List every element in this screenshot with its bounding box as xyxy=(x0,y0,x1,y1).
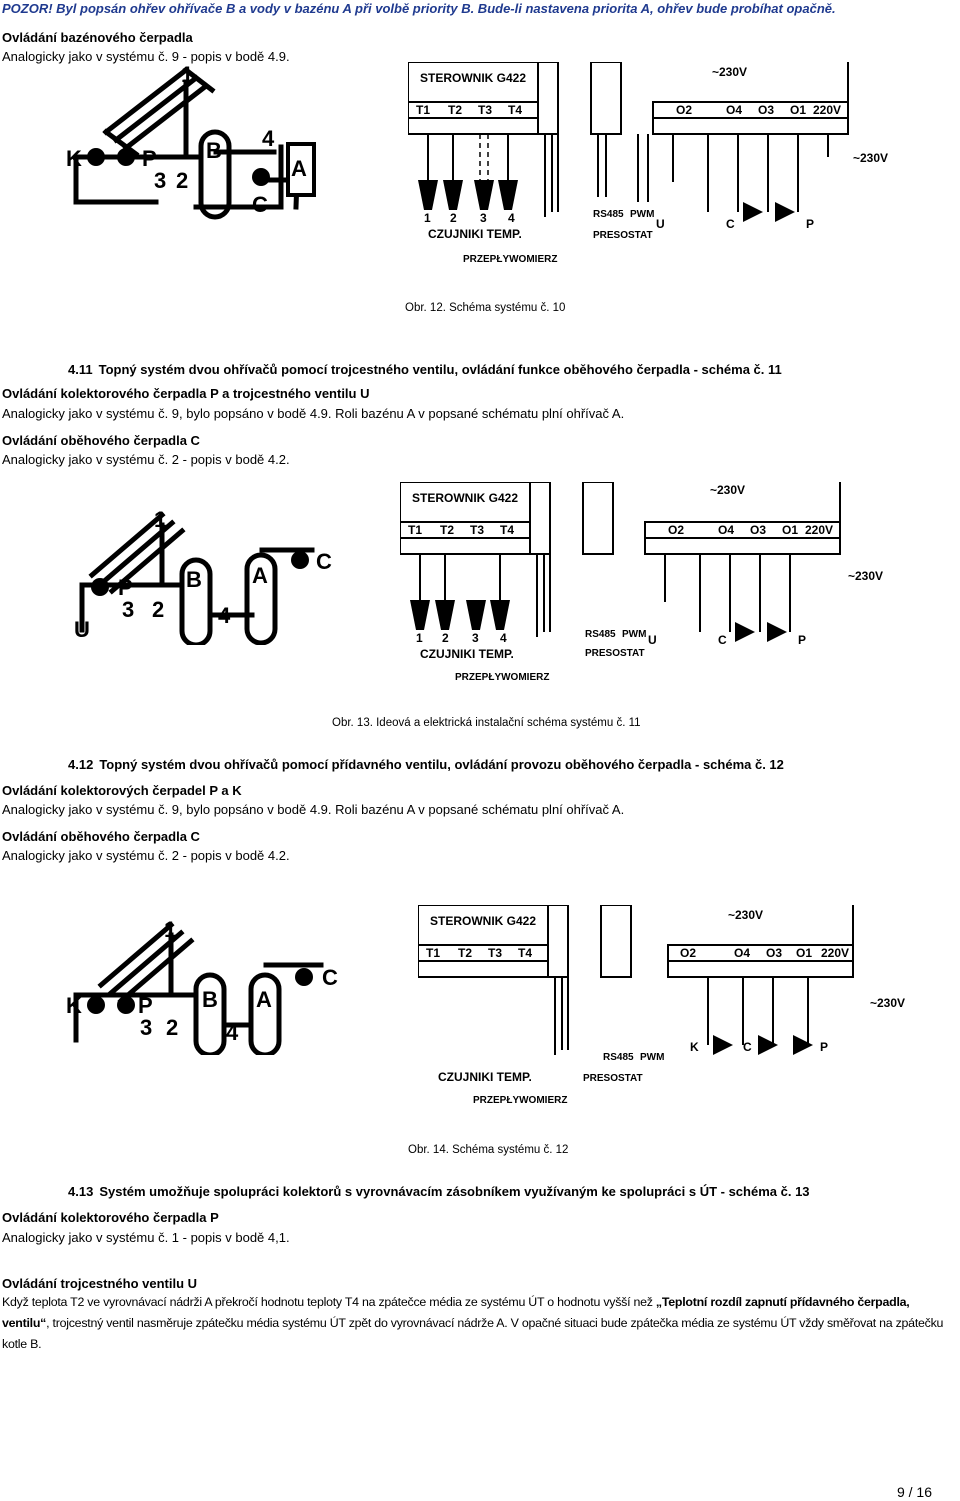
sensor-num-3-11: 3 xyxy=(472,631,479,645)
output-o1-11: O1 xyxy=(782,523,799,537)
terminal-t1-11: T1 xyxy=(408,523,423,537)
terminal-t1: T1 xyxy=(416,103,431,117)
sensors-label-11: CZUJNIKI TEMP. xyxy=(420,647,514,661)
hyd12-label-1: 1 xyxy=(164,917,177,942)
output-o2-11: O2 xyxy=(668,523,685,537)
hydraulic-diagram-11 xyxy=(72,505,342,645)
output-o3-12: O3 xyxy=(766,946,783,960)
sensor-num-2: 2 xyxy=(450,211,457,225)
heading-circulation-pump-12: Ovládání oběhového čerpadla C xyxy=(2,829,200,844)
hyd-label-4: 4 xyxy=(262,126,275,151)
text-circulation-pump-12: Analogicky jako v systému č. 2 - popis v bodě 4.2. xyxy=(2,848,290,863)
hyd12-label-p: P xyxy=(138,993,153,1018)
hyd12-label-c: C xyxy=(322,965,338,990)
heading-collector-pumps: Ovládání kolektorových čerpadel P a K xyxy=(2,783,242,798)
hyd11-label-3: 3 xyxy=(122,597,135,622)
figure-12-caption: Obr. 12. Schéma systému č. 10 xyxy=(405,302,566,314)
wiring-diagram-10 xyxy=(408,62,908,272)
presostat-label: PRESOSTAT xyxy=(593,230,653,241)
output-o4: O4 xyxy=(726,103,743,117)
wiring-diagram-12 xyxy=(418,905,908,1110)
section-4-13-title xyxy=(68,1184,810,1199)
section-title-text: Systém umožňuje spolupráci kolektorů s vyrovnávacím zásobníkem využívaným ke spolupráci s ÚT - schéma č. 13 xyxy=(99,1184,810,1199)
section-number: 4.13 xyxy=(68,1184,94,1199)
terminal-t4-11: T4 xyxy=(500,523,515,537)
controller-label: STEROWNIK G422 xyxy=(420,71,527,85)
motor-u-label-11: U xyxy=(648,633,657,647)
paragraph-part-2: , trojcestný ventil nasměruje zpátečku média systému ÚT zpět do vyrovnávací nádrže A. V opačné situaci bude zpátečka média ze systému ÚT vždy směřovat na zpátečku kotle B. xyxy=(2,1316,944,1351)
hyd11-label-u: U xyxy=(74,617,90,642)
controller-label-11: STEROWNIK G422 xyxy=(412,491,519,505)
text-collector-pump-valve: Analogicky jako v systému č. 9, bylo popsáno v bodě 4.9. Roli bazénu A v popsané schématu plní ohřívač A. xyxy=(2,406,625,421)
text-circulation-pump: Analogicky jako v systému č. 2 - popis v bodě 4.2. xyxy=(2,452,290,467)
rs485-label-11: RS485 xyxy=(585,629,616,640)
hyd11-label-a: A xyxy=(252,563,268,588)
motor-c-label-12: C xyxy=(743,1040,752,1054)
supply-volt: ~230V xyxy=(853,151,889,165)
heading-three-way-valve: Ovládání trojcestného ventilu U xyxy=(2,1276,198,1291)
hyd-label-c: C xyxy=(252,192,268,217)
supply-volt-11: ~230V xyxy=(848,569,884,583)
hyd-label-b: B xyxy=(206,138,222,163)
output-o3: O3 xyxy=(758,103,775,117)
supply-volt-12: ~230V xyxy=(870,996,906,1010)
rs485-label: RS485 xyxy=(593,209,624,220)
hyd-label-2: 2 xyxy=(176,168,189,193)
terminal-t4-12: T4 xyxy=(518,946,533,960)
motor-k-label-12: K xyxy=(690,1040,699,1054)
flowmeter-label-12: PRZEPŁYWOMIERZ xyxy=(473,1095,568,1106)
presostat-label-11: PRESOSTAT xyxy=(585,648,645,659)
terminal-t3-11: T3 xyxy=(470,523,485,537)
pwm-label: PWM xyxy=(630,209,655,220)
motor-u-label: U xyxy=(656,217,665,231)
section-title-text: Topný systém dvou ohřívačů pomocí trojcestného ventilu, ovládání funkce oběhového čerpadla - schéma č. 11 xyxy=(98,362,782,377)
text-pool-pump: Analogicky jako v systému č. 9 - popis v bodě 4.9. xyxy=(2,49,290,64)
hyd12-label-b: B xyxy=(202,987,218,1012)
paragraph-bold-term: „Teplotní rozdíl zapnutí přídavného čerpadla, ventilu“ xyxy=(2,1295,910,1330)
output-o3-11: O3 xyxy=(750,523,767,537)
hyd-label-a: A xyxy=(291,156,307,181)
sensor-num-1-11: 1 xyxy=(416,631,423,645)
page-number: 9 / 16 xyxy=(896,1484,932,1500)
hyd12-label-2: 2 xyxy=(166,1015,179,1040)
sensor-num-4: 4 xyxy=(508,211,515,225)
sensor-num-3: 3 xyxy=(480,211,487,225)
hydraulic-diagram-12 xyxy=(66,915,366,1055)
hyd11-label-1: 1 xyxy=(154,507,167,532)
flowmeter-label-11: PRZEPŁYWOMIERZ xyxy=(455,672,550,683)
section-4-11-title xyxy=(68,362,782,377)
output-o2-12: O2 xyxy=(680,946,697,960)
heading-pool-pump: Ovládání bazénového čerpadla xyxy=(2,30,193,45)
hyd12-label-a: A xyxy=(256,987,272,1012)
motor-p-label-11: P xyxy=(798,633,807,647)
output-220v-11: 220V xyxy=(805,523,834,537)
heading-collector-pump-valve: Ovládání kolektorového čerpadla P a trojcestného ventilu U xyxy=(2,386,370,401)
section-number: 4.11 xyxy=(68,362,93,377)
figure-14-caption: Obr. 14. Schéma systému č. 12 xyxy=(408,1144,569,1156)
hyd-label-3: 3 xyxy=(154,168,167,193)
sensor-num-1: 1 xyxy=(424,211,431,225)
pwm-label-11: PWM xyxy=(622,629,647,640)
output-220v: 220V xyxy=(813,103,842,117)
wiring-diagram-11 xyxy=(400,482,900,692)
presostat-label-12: PRESOSTAT xyxy=(583,1073,643,1084)
terminal-t2-11: T2 xyxy=(440,523,455,537)
heading-circulation-pump: Ovládání oběhového čerpadla C xyxy=(2,433,200,448)
paragraph-part-1: Když teplota T2 ve vyrovnávací nádrži A překročí hodnotu teploty T4 na zpátečce média ze systému ÚT o hodnotu vyšší než xyxy=(2,1295,656,1309)
hyd12-label-4: 4 xyxy=(226,1020,239,1045)
output-o4-11: O4 xyxy=(718,523,735,537)
hyd11-label-2: 2 xyxy=(152,597,165,622)
terminal-t3-12: T3 xyxy=(488,946,503,960)
paragraph-three-way-valve xyxy=(2,1292,958,1355)
flowmeter-label: PRZEPŁYWOMIERZ xyxy=(463,254,558,265)
section-title-text: Topný systém dvou ohřívačů pomocí přídavného ventilu, ovládání provozu oběhového čerpadla - schéma č. 12 xyxy=(99,757,784,772)
hyd11-label-p: P xyxy=(118,575,133,600)
hyd-label-1: 1 xyxy=(181,62,194,87)
hydraulic-diagram-10 xyxy=(66,62,396,232)
volt-label-11: ~230V xyxy=(710,483,746,497)
controller-label-12: STEROWNIK G422 xyxy=(430,914,537,928)
output-220v-12: 220V xyxy=(821,946,850,960)
sensors-label: CZUJNIKI TEMP. xyxy=(428,227,522,241)
section-4-12-title xyxy=(68,757,784,772)
output-o1: O1 xyxy=(790,103,807,117)
motor-p-label-12: P xyxy=(820,1040,829,1054)
output-o4-12: O4 xyxy=(734,946,751,960)
sensor-num-4-11: 4 xyxy=(500,631,507,645)
terminal-t4: T4 xyxy=(508,103,523,117)
terminal-t2: T2 xyxy=(448,103,463,117)
hyd-label-p: P xyxy=(142,146,157,171)
output-o2: O2 xyxy=(676,103,693,117)
hyd12-label-3: 3 xyxy=(140,1015,153,1040)
section-number: 4.12 xyxy=(68,757,94,772)
volt-label: ~230V xyxy=(712,65,748,79)
terminal-t3: T3 xyxy=(478,103,493,117)
hyd-label-k: K xyxy=(66,146,82,171)
terminal-t1-12: T1 xyxy=(426,946,441,960)
output-o1-12: O1 xyxy=(796,946,813,960)
hyd11-label-c: C xyxy=(316,549,332,574)
priority-warning: POZOR! Byl popsán ohřev ohřívače B a vody v bazénu A při volbě priority B. Bude-li nastavena priorita A, ohřev bude probíhat opačně. xyxy=(2,1,836,16)
motor-c-label-11: C xyxy=(718,633,727,647)
hyd11-label-b: B xyxy=(186,567,202,592)
terminal-t2-12: T2 xyxy=(458,946,473,960)
volt-label-12: ~230V xyxy=(728,908,764,922)
motor-p-label: P xyxy=(806,217,815,231)
sensors-label-12: CZUJNIKI TEMP. xyxy=(438,1070,532,1084)
hyd11-label-4: 4 xyxy=(218,603,231,628)
text-collector-pumps: Analogicky jako v systému č. 9, bylo popsáno v bodě 4.9. Roli bazénu A v popsané schématu plní ohřívač A. xyxy=(2,802,625,817)
motor-c-label: C xyxy=(726,217,735,231)
text-collector-pump-13: Analogicky jako v systému č. 1 - popis v bodě 4,1. xyxy=(2,1230,290,1245)
heading-collector-pump-13: Ovládání kolektorového čerpadla P xyxy=(2,1210,219,1225)
figure-13-caption: Obr. 13. Ideová a elektrická instalační schéma systému č. 11 xyxy=(332,717,641,729)
rs485-label-12: RS485 xyxy=(603,1052,634,1063)
sensor-num-2-11: 2 xyxy=(442,631,449,645)
hyd12-label-k: K xyxy=(66,993,82,1018)
pwm-label-12: PWM xyxy=(640,1052,665,1063)
